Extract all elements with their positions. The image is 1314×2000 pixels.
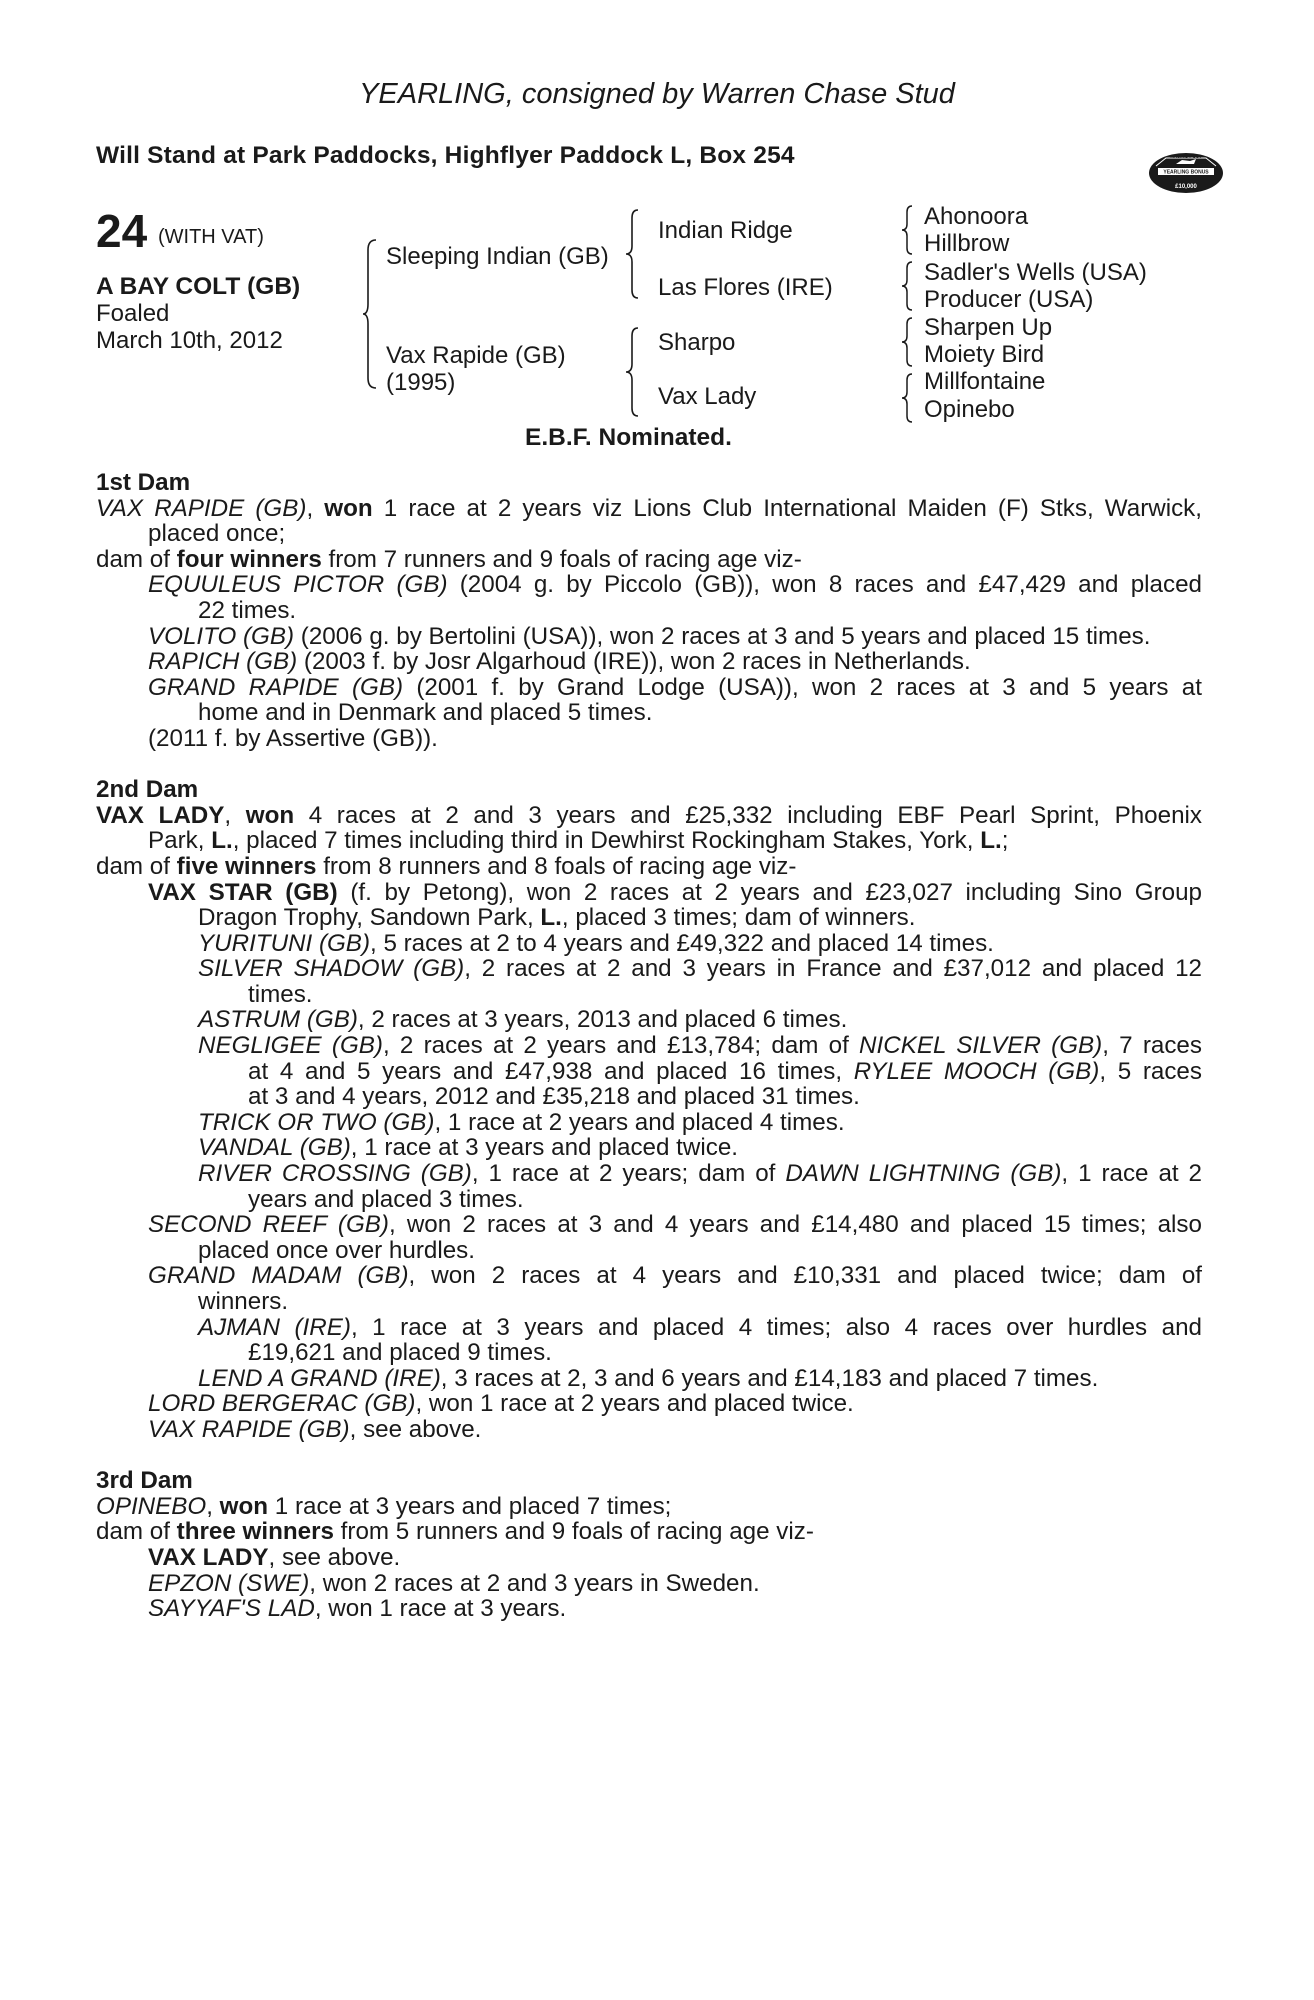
foaled-info	[96, 300, 283, 354]
grandproduce-entry: ASTRUM (GB), 2 races at 3 years, 2013 and placed 6 times.	[198, 1006, 848, 1034]
badge-mid-text: YEARLING BONUS	[1163, 169, 1209, 176]
produce-entry-cont: home and in Denmark and placed 5 times.	[198, 699, 653, 727]
first-dam-line: VAX RAPIDE (GB), won 1 race at 2 years viz Lions Club International Maiden (F) Stks, Warwick,	[96, 494, 1202, 522]
dam-sire: Sharpo	[658, 329, 736, 356]
grandproduce-entry: RIVER CROSSING (GB), 1 race at 2 years; dam of DAWN LIGHTNING (GB), 1 race at 2	[198, 1160, 1203, 1188]
grandproduce-entry: VANDAL (GB), 1 race at 3 years and placed twice.	[198, 1134, 739, 1162]
grandproduce-entry: LEND A GRAND (IRE), 3 races at 2, 3 and 6 years and £14,183 and placed 7 times.	[198, 1364, 1099, 1392]
grandproduce-entry-cont: at 4 and 5 years and £47,938 and placed 16 times, RYLEE MOOCH (GB), 5 races	[248, 1057, 1202, 1085]
grandproduce-entry: SILVER SHADOW (GB), 2 races at 2 and 3 years in France and £37,012 and placed 12	[198, 955, 1203, 983]
produce-entry: SAYYAF'S LAD, won 1 race at 3 years.	[148, 1595, 567, 1623]
produce-entry-cont: placed once over hurdles.	[198, 1236, 475, 1264]
foaled-label: Foaled	[96, 300, 170, 327]
family-details	[96, 470, 1202, 1622]
grandproduce-entry: TRICK OR TWO (GB), 1 race at 2 years and placed 4 times.	[198, 1108, 845, 1136]
produce-entry-cont: Dragon Trophy, Sandown Park, L., placed 3 times; dam of winners.	[198, 904, 916, 932]
g3-ancestor: Sharpen Up	[924, 314, 1053, 341]
foaled-date: March 10th, 2012	[96, 327, 283, 354]
grandproduce-entry-cont: at 3 and 4 years, 2012 and £35,218 and placed 31 times.	[248, 1083, 860, 1111]
second-dam-line: Park, L., placed 7 times including third in Dewhirst Rockingham Stakes, York, L.;	[148, 827, 1009, 855]
g3-ancestor: Sadler's Wells (USA)	[924, 259, 1147, 286]
dam-dam: Vax Lady	[658, 383, 757, 410]
third-dam-produce-summary: dam of three winners from 5 runners and 9 foals of racing age viz-	[96, 1518, 814, 1546]
grandproduce-entry: YURITUNI (GB), 5 races at 2 to 4 years and £49,322 and placed 14 times.	[198, 929, 994, 957]
dam-year: (1995)	[386, 369, 456, 396]
first-dam-heading: 1st Dam	[96, 469, 191, 496]
g3-ancestor: Ahonoora	[924, 203, 1029, 230]
yearling-bonus-badge	[1148, 146, 1224, 200]
grandproduce-entry-cont: years and placed 3 times.	[248, 1185, 524, 1213]
produce-entry: SECOND REEF (GB), won 2 races at 3 and 4 years and £14,480 and placed 15 times; also	[148, 1211, 1202, 1239]
g3-ancestor: Hillbrow	[924, 230, 1010, 257]
g3-ancestor: Producer (USA)	[924, 286, 1094, 313]
pedigree-brace-g3-4	[900, 372, 914, 424]
badge-top-text: RACING POST	[1170, 154, 1202, 159]
produce-entry: EQUULEUS PICTOR (GB) (2004 g. by Piccolo (GB)), won 8 races and £47,429 and placed	[148, 571, 1202, 599]
second-dam-heading: 2nd Dam	[96, 776, 199, 804]
g3-ancestor: Moiety Bird	[924, 341, 1045, 368]
produce-entry: (2011 f. by Assertive (GB)).	[148, 724, 438, 752]
g3-ancestor: Opinebo	[924, 396, 1015, 423]
badge-amount-text: £10,000	[1175, 184, 1197, 190]
third-dam-heading: 3rd Dam	[96, 1467, 193, 1495]
second-dam-line: VAX LADY, won 4 races at 2 and 3 years and £25,332 including EBF Pearl Sprint, Phoenix	[96, 801, 1202, 829]
vat-label: (WITH VAT)	[158, 226, 264, 248]
horse-name: A BAY COLT (GB)	[96, 273, 301, 300]
produce-entry-cont: winners.	[198, 1288, 289, 1315]
produce-entry: EPZON (SWE), won 2 races at 2 and 3 years in Sweden.	[148, 1569, 760, 1597]
pedigree-brace-g3-2	[900, 260, 914, 312]
consignment-line: YEARLING, consigned by Warren Chase Stud	[359, 78, 955, 110]
dam: Vax Rapide (GB)	[386, 342, 566, 369]
g3-ancestor: Millfontaine	[924, 368, 1046, 395]
location-line: Will Stand at Park Paddocks, Highflyer Paddock L, Box 254	[96, 142, 795, 169]
produce-entry: VAX RAPIDE (GB), see above.	[148, 1415, 482, 1443]
produce-entry: RAPICH (GB) (2003 f. by Josr Algarhoud (IRE)), won 2 races in Netherlands.	[148, 648, 971, 676]
grandproduce-entry-cont: £19,621 and placed 9 times.	[248, 1339, 552, 1367]
pedigree-brace-main	[362, 238, 378, 390]
sire-dam: Las Flores (IRE)	[658, 274, 833, 301]
produce-entry: GRAND RAPIDE (GB) (2001 f. by Grand Lodge (USA)), won 2 races at 3 and 5 years at	[148, 673, 1202, 701]
first-dam-line: placed once;	[148, 520, 286, 548]
produce-entry: VOLITO (GB) (2006 g. by Bertolini (USA)), won 2 races at 3 and 5 years and placed 15 times.	[148, 622, 1151, 650]
third-dam-line: OPINEBO, won 1 race at 3 years and placed 7 times;	[96, 1492, 672, 1520]
grandproduce-entry: NEGLIGEE (GB), 2 races at 2 years and £13,784; dam of NICKEL SILVER (GB), 7 races	[198, 1032, 1202, 1060]
produce-entry: LORD BERGERAC (GB), won 1 race at 2 years and placed twice.	[148, 1390, 854, 1418]
sire-sire: Indian Ridge	[658, 217, 793, 244]
grandproduce-entry-cont: times.	[248, 980, 313, 1008]
pedigree-brace-sire	[624, 208, 640, 300]
produce-entry-cont: 22 times.	[198, 596, 297, 624]
pedigree-brace-g3-3	[900, 316, 914, 368]
lot-number: 24	[96, 205, 148, 257]
ebf-nomination: E.B.F. Nominated.	[525, 424, 732, 451]
produce-entry: VAX LADY, see above.	[148, 1543, 401, 1571]
sire: Sleeping Indian (GB)	[386, 243, 609, 270]
produce-entry: VAX STAR (GB) (f. by Petong), won 2 races at 2 years and £23,027 including Sino Group	[148, 878, 1202, 906]
pedigree-brace-dam	[624, 326, 640, 418]
pedigree-brace-g3-1	[900, 204, 914, 256]
produce-entry: GRAND MADAM (GB), won 2 races at 4 years and £10,331 and placed twice; dam of	[148, 1262, 1203, 1290]
grandproduce-entry: AJMAN (IRE), 1 race at 3 years and placed 4 times; also 4 races over hurdles and	[198, 1313, 1203, 1341]
second-dam-produce-summary: dam of five winners from 8 runners and 8 foals of racing age viz-	[96, 852, 797, 880]
first-dam-produce-summary: dam of four winners from 7 runners and 9 foals of racing age viz-	[96, 545, 802, 573]
